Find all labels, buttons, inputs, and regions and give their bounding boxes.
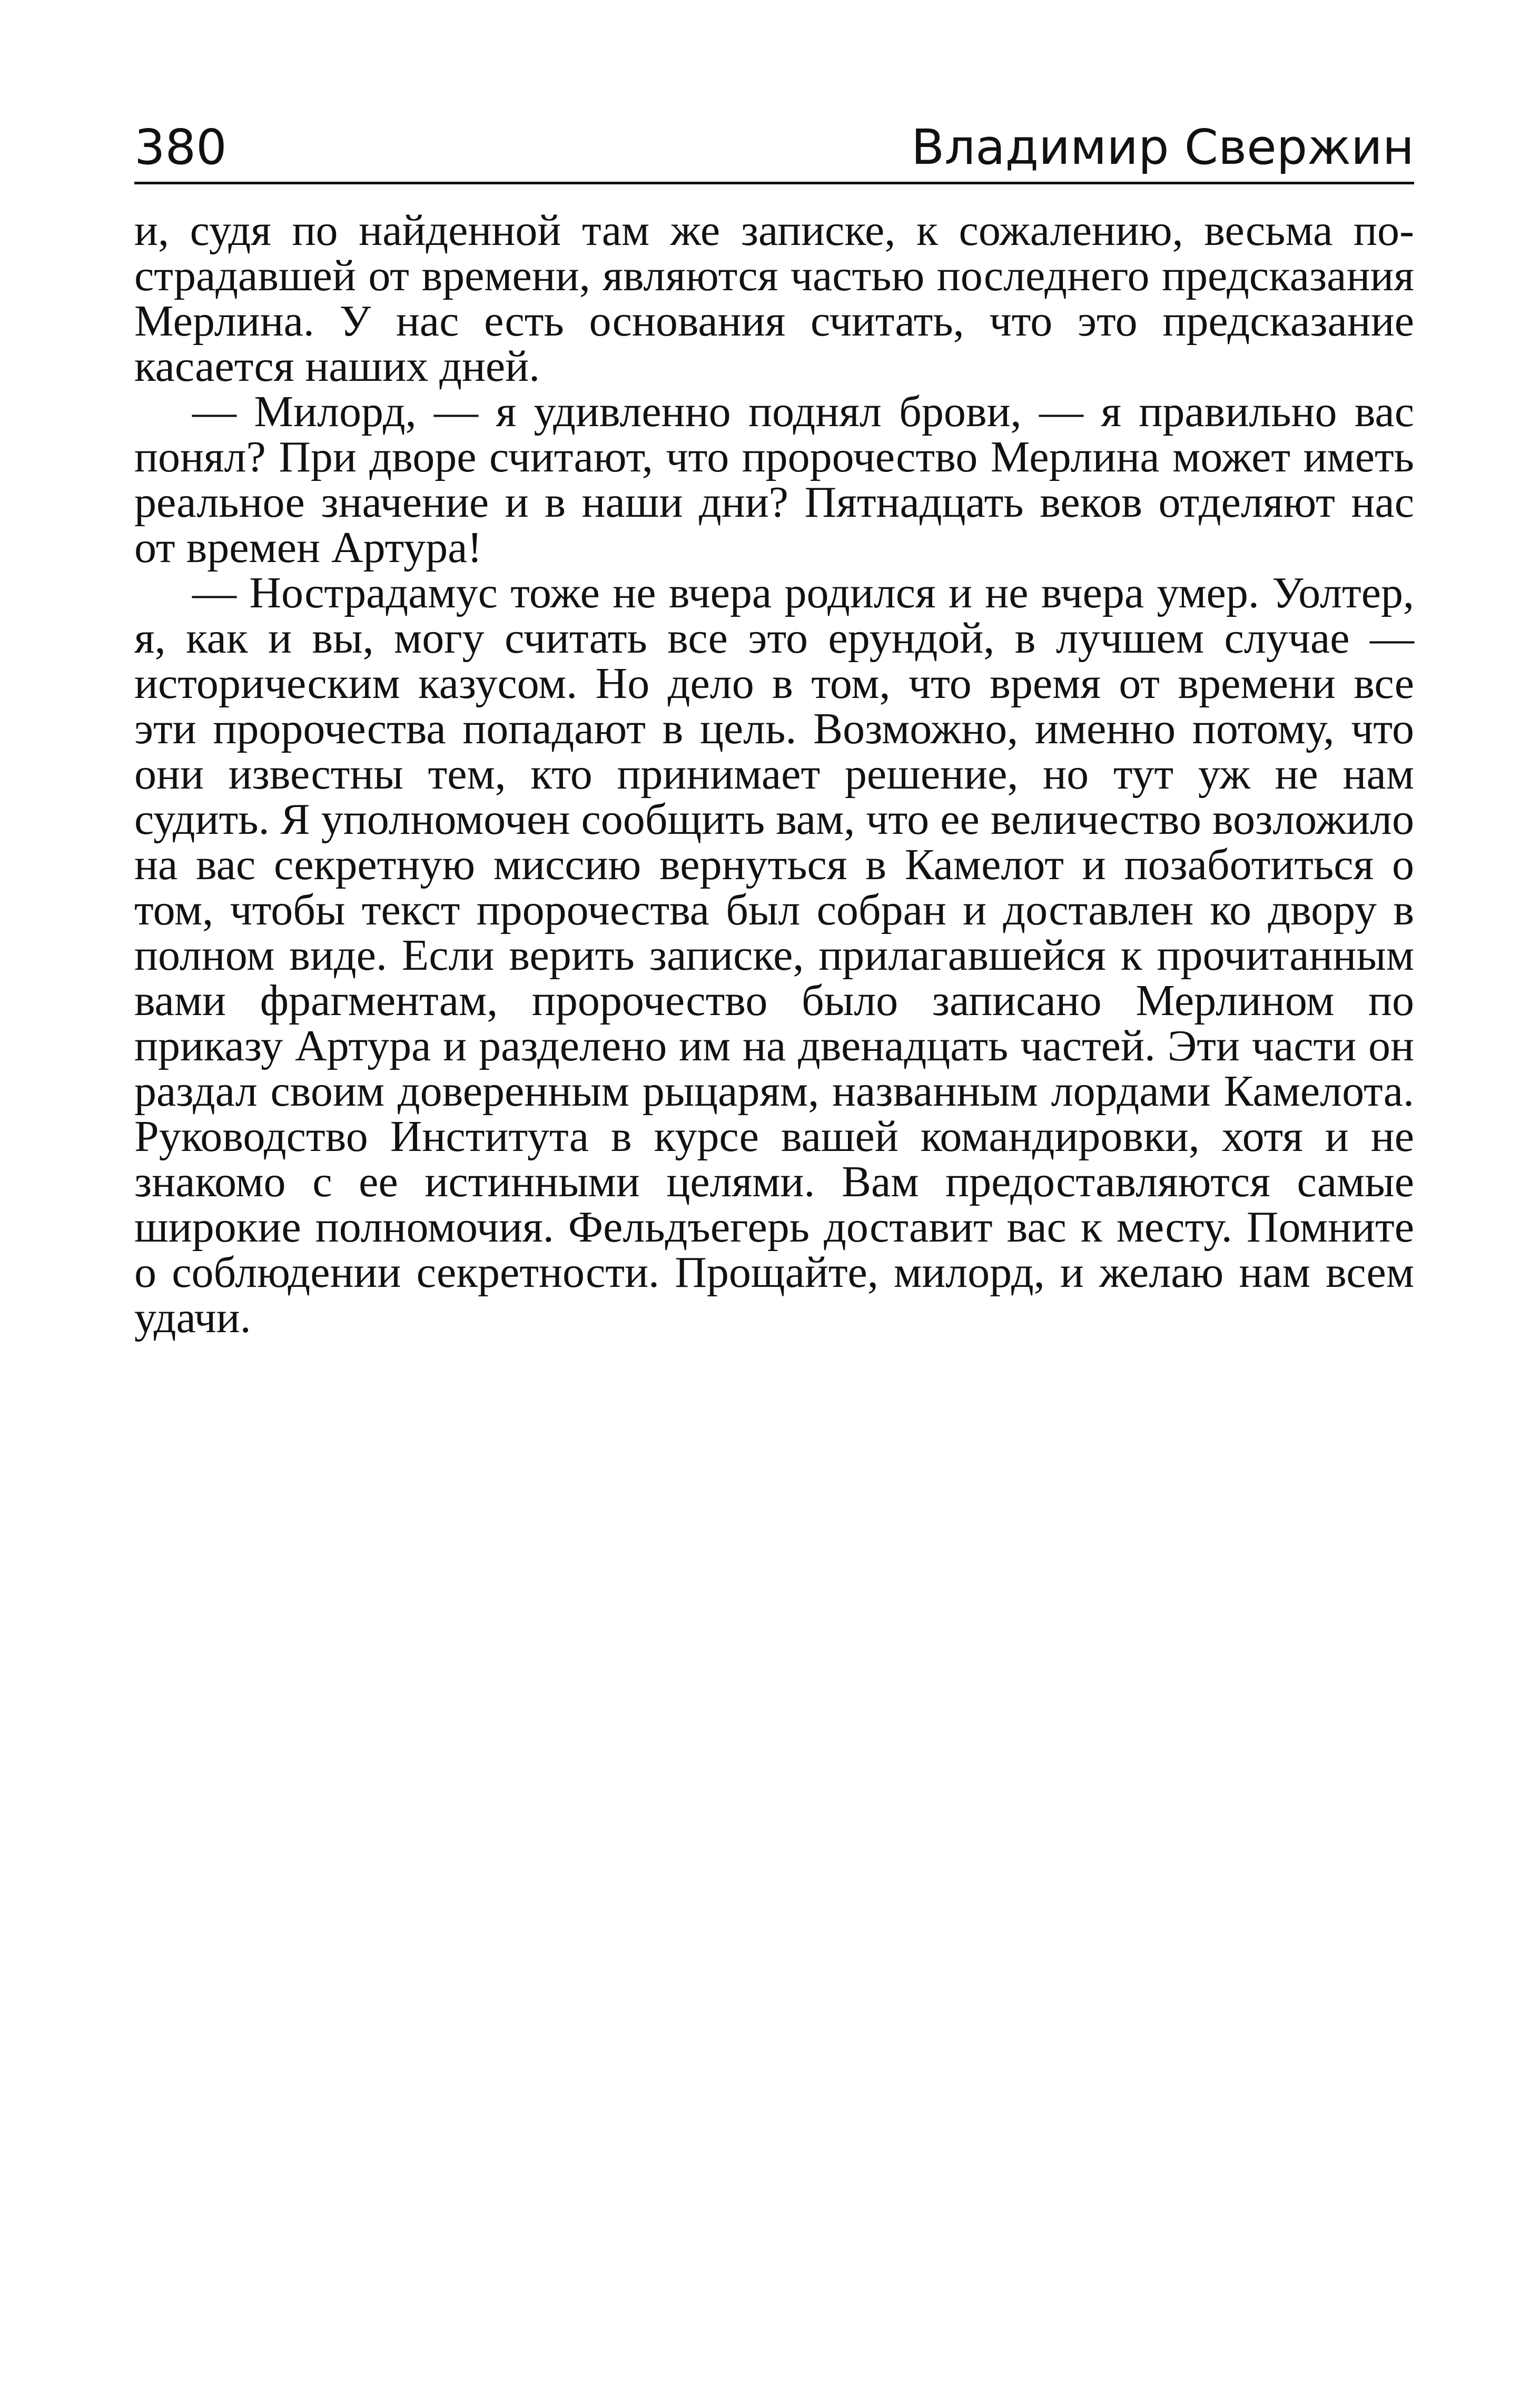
header-divider <box>134 182 1414 184</box>
author-name: Владимир Свержин <box>911 119 1414 175</box>
paragraph-continuation: и, судя по найденной там же записке, к сожалению, весьма пострадавшей от времени, являются частью последнего предсказания Мерлина. У нас есть основания считать, что это предсказание касается наших дней. <box>134 206 1414 391</box>
body-text <box>134 208 1414 1341</box>
paragraph-dialogue-walter: — Милорд, — я удивленно поднял брови, — я правильно вас понял? При дворе считают, что пророчество Мерлина может иметь реальное значение и в наши дни? Пятнадцать веков отделяют нас от времен Артура! <box>134 387 1414 572</box>
page-number: 380 <box>134 119 227 175</box>
paragraph-dialogue-lord: — Нострадамус тоже не вчера родился и не вчера умер. Уолтер, я, как и вы, могу считать все это ерундой, в лучшем случае — историческим казусом. Но дело в том, что время от времени все эти пророчества попадают в цель. Возможно, именно потому, что они известны тем, кто принимает решение, но тут уж не нам судить. Я уполномочен сообщить вам, что ее величество возложило на вас секретную миссию вернуться в Камелот и позаботиться о том, чтобы текст пророчества был собран и доставлен ко двору в полном виде. Если верить записке, прилагавшейся к прочитанным вами фрагментам, пророчество было записано Мерлином по приказу Артура и разделено им на двенадцать частей. Эти части он раздал своим доверенным рыцарям, названным лордами Камелота. Руководство Института в курсе вашей командировки, хотя и не знакомо с ее истинными целями. Вам предоставляются самые широкие полномочия. Фельдъегерь доставит вас к месту. Помните о соблюдении секретности. Прощайте, милорд, и желаю нам всем удачи. <box>134 568 1414 1342</box>
running-header <box>134 119 1414 176</box>
